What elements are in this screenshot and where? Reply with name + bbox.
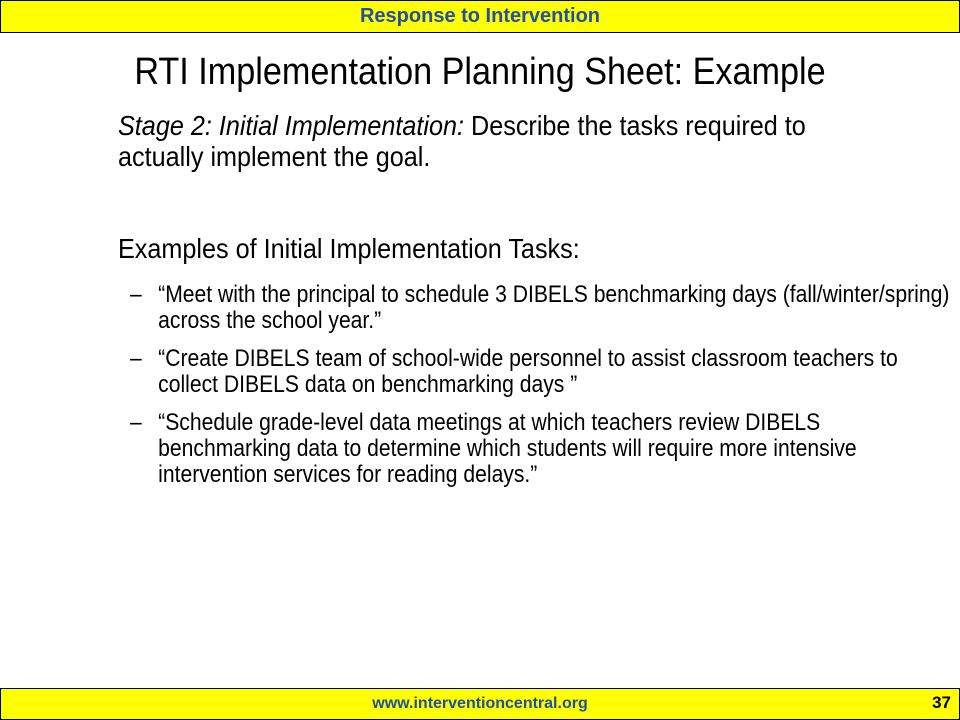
task-list — [130, 282, 950, 500]
task-text: “Schedule grade-level data meetings at which teachers review DIBELS benchmarking data to determine which students will require more intensive intervention services for reading delays.” — [158, 409, 857, 488]
page-number: 37 — [932, 693, 951, 712]
task-item — [130, 346, 950, 398]
stage-paragraph — [118, 110, 883, 172]
task-item — [130, 282, 950, 334]
dash-bullet: – — [130, 281, 142, 308]
task-text: “Meet with the principal to schedule 3 DIBELS benchmarking days (fall/winter/spring) across the school year.” — [158, 281, 950, 334]
slide-title: RTI Implementation Planning Sheet: Example — [134, 51, 826, 93]
dash-bullet: – — [130, 345, 142, 372]
task-item — [130, 410, 950, 488]
dash-bullet: – — [130, 409, 142, 436]
stage-description: Describe the tasks required to actually implement the goal. — [118, 110, 806, 172]
examples-heading: Examples of Initial Implementation Tasks: — [118, 233, 580, 264]
footer-url-link[interactable]: www.interventioncentral.org — [372, 695, 588, 712]
header-banner — [0, 0, 960, 33]
task-text: “Create DIBELS team of school-wide personnel to assist classroom teachers to collect DIBELS data on benchmarking days ” — [158, 345, 898, 398]
header-banner-text: Response to Intervention — [359, 5, 601, 27]
footer-banner — [0, 688, 960, 720]
stage-label: Stage 2: Initial Implementation: — [118, 110, 465, 141]
